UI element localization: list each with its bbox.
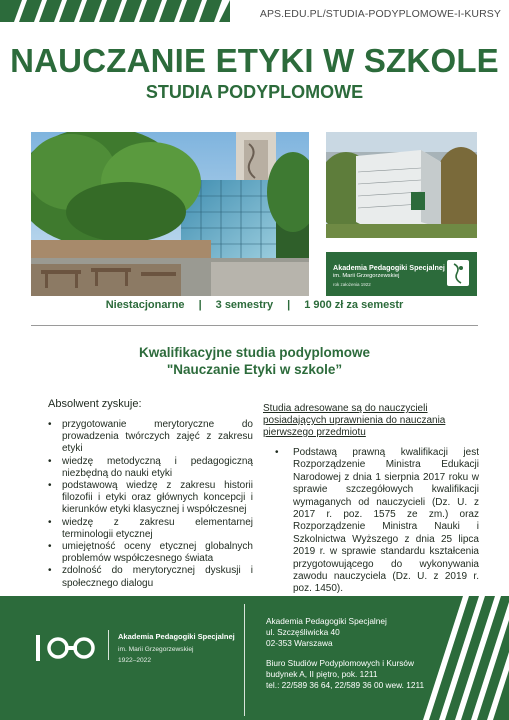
- study-duration: 3 semestry: [215, 299, 274, 311]
- study-price: 1 900 zł za semestr: [304, 299, 404, 311]
- study-info-line: [0, 299, 509, 311]
- contact-phone[interactable]: tel.: 22/589 36 64, 22/589 36 00 wew. 1211: [266, 680, 425, 690]
- logo-box-subtitle: im. Marii Grzegorzewskiej: [333, 273, 400, 279]
- logo-box-year: rok założenia 1922: [333, 282, 371, 287]
- benefits-list: [48, 419, 253, 590]
- footer-divider: [108, 630, 109, 660]
- footer-logo-name: Akademia Pedagogiki Specjalnej: [118, 632, 235, 641]
- address-line: budynek A, II piętro, pok. 1211: [266, 669, 378, 679]
- list-item: • wiedzę z zakresu elementarnej terminologii etycznej: [48, 517, 253, 541]
- centenary-100-logo-icon: [33, 632, 101, 664]
- list-item: • Podstawą prawną kwalifikacji jest Rozporządzenie Ministra Edukacji Narodowej z dnia 1 sierpnia 2017 roku w sprawie szczegółowych kwalifikacji wymaganych od nauczycieli (Dz. U. z 2017 r. poz. 1575 ze zm.) oraz Rozporządzenie Ministra Nauki i Szkolnictwa Wyższego z dnia 25 lipca 2019 r. w sprawie standardu kształcenia przygotowującego do wykonywania zawodu nauczyciela (Dz. U. z 2019 r. poz. 1450).: [263, 447, 479, 596]
- address-line: 02-353 Warszawa: [266, 638, 333, 648]
- page-subtitle: STUDIA PODYPLOMOWE: [145, 82, 364, 102]
- list-item: • wiedzę metodyczną i pedagogiczną niezbędną do nauki etyki: [48, 456, 253, 480]
- study-mode: Niestacjonarne: [105, 299, 185, 311]
- footer: [0, 596, 509, 720]
- info-separator: |: [287, 299, 291, 311]
- decorative-stripes-bottom: [419, 596, 509, 720]
- section-heading-line1: Kwalifikacyjne studia podyplomowe: [138, 345, 371, 360]
- list-item: • podstawową wiedzę z zakresu historii filozofii i etyki oraz głównych koncepcji i kierunków etyki klasycznej i współczesnej: [48, 480, 253, 517]
- building-photo: [326, 132, 477, 238]
- info-separator: |: [198, 299, 202, 311]
- divider-line: [31, 325, 478, 326]
- legal-basis-list: [263, 447, 479, 596]
- audience-heading: Studia adresowane są do nauczycieli posiadających uprawnienia do nauczania pierwszego przedmiotu: [263, 403, 446, 438]
- list-item: • przygotowanie merytoryczne do prowadzenia twórczych zajęć z zakresu etyki: [48, 419, 253, 456]
- address-line: ul. Szczęśliwicka 40: [266, 627, 340, 637]
- footer-address: [266, 616, 424, 691]
- page-title: NAUCZANIE ETYKI W SZKOLE: [10, 42, 499, 79]
- university-logo-box: [326, 252, 477, 296]
- decorative-stripes-top: [0, 0, 230, 22]
- logo-box-name: Akademia Pedagogiki Specjalnej: [333, 263, 445, 272]
- footer-logo-years: 1922–2022: [118, 657, 152, 664]
- campus-photo: [31, 132, 309, 296]
- website-url[interactable]: APS.EDU.PL/STUDIA-PODYPLOMOWE-I-KURSY: [259, 8, 501, 20]
- address-line: Biuro Studiów Podyplomowych i Kursów: [266, 658, 415, 668]
- footer-divider: [244, 604, 245, 716]
- target-audience: [263, 403, 479, 596]
- address-line: Akademia Pedagogiki Specjalnej: [266, 616, 387, 626]
- graduate-benefits: [48, 398, 253, 590]
- benefits-intro: Absolwent zyskuje:: [48, 398, 142, 410]
- footer-logo-subtitle: im. Marii Grzegorzewskiej: [118, 646, 194, 653]
- section-heading-line2: "Nauczanie Etyki w szkole”: [166, 362, 343, 377]
- list-item: • umiejętność oceny etycznej globalnych problemów współczesnego świata: [48, 541, 253, 565]
- university-emblem-icon: [447, 260, 469, 286]
- list-item: • zdolność do merytorycznej dyskusji i społecznego dialogu: [48, 565, 253, 589]
